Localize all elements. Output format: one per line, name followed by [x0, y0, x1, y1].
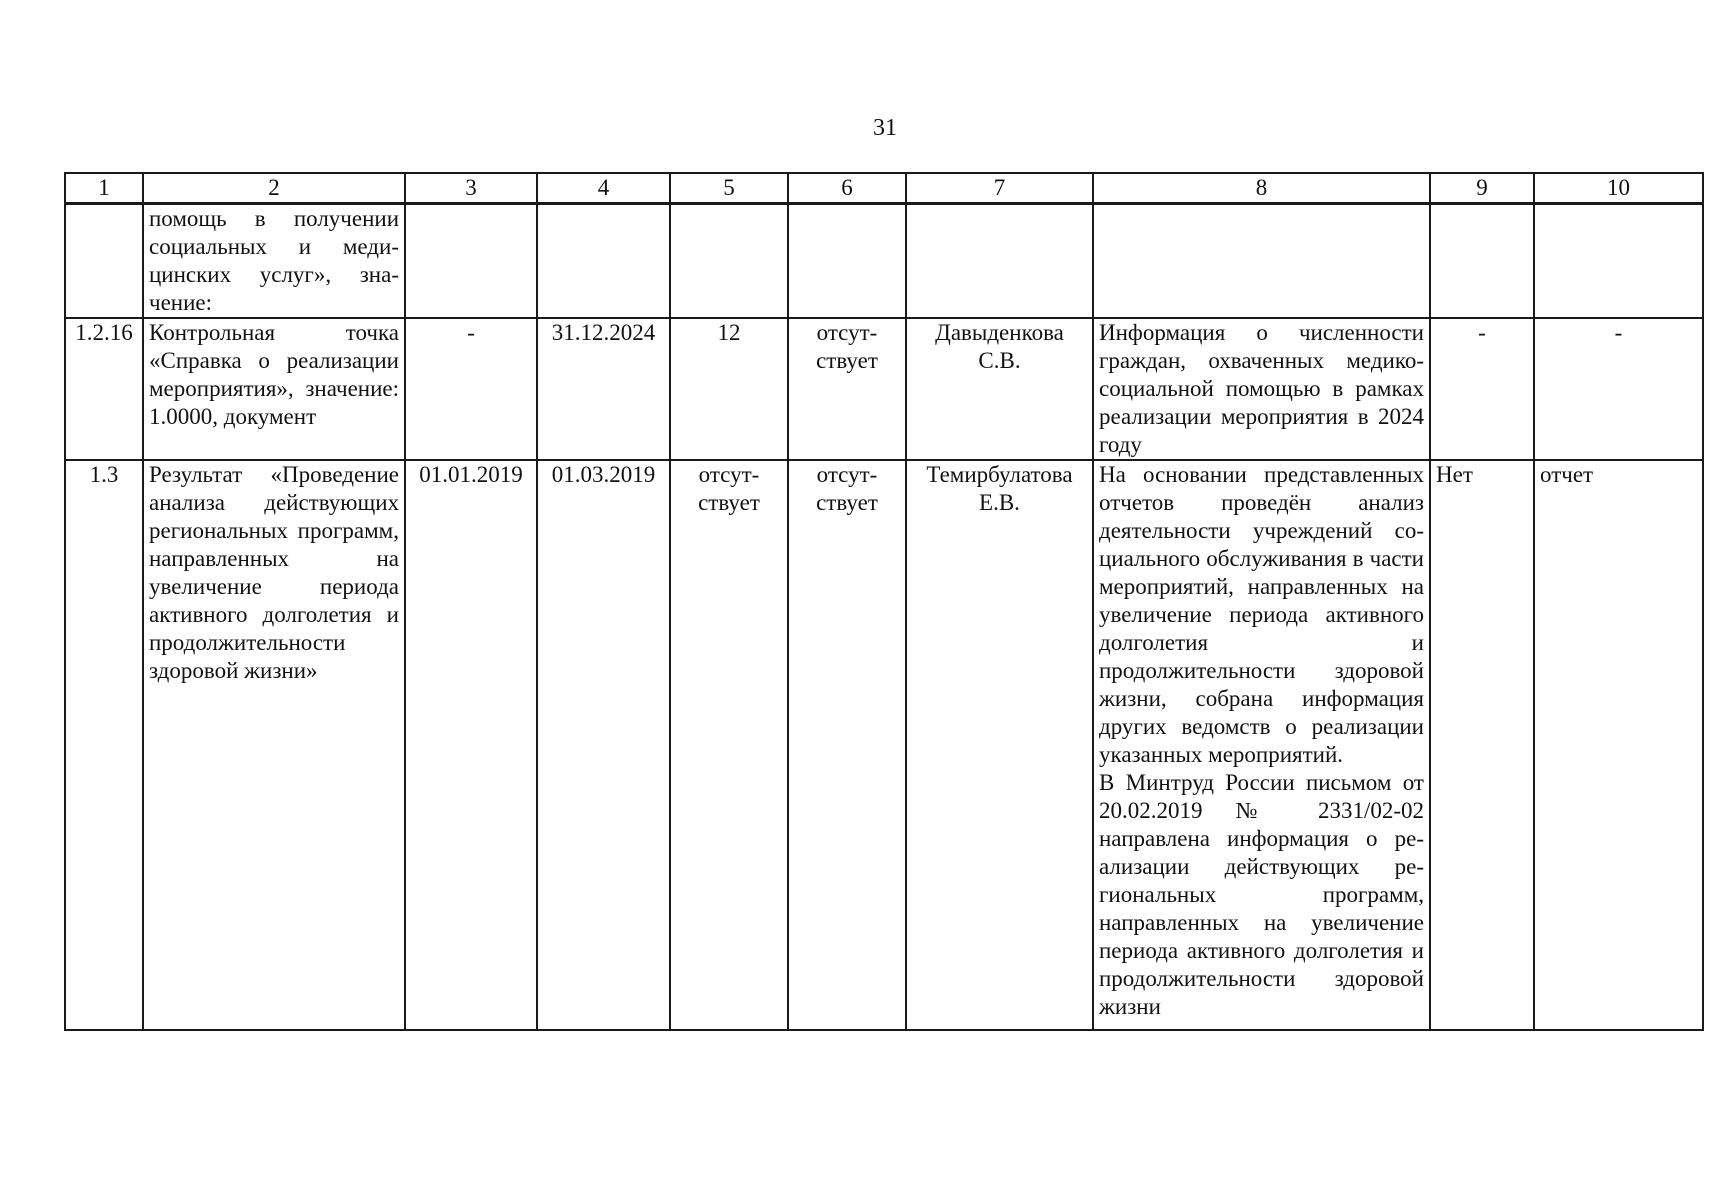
header-cell-5: 5 [670, 173, 788, 204]
header-cell-3: 3 [405, 173, 537, 204]
column-5-cell [670, 204, 788, 319]
row-number-cell: 1.3 [65, 460, 143, 1030]
header-cell-10: 10 [1534, 173, 1703, 204]
header-cell-6: 6 [788, 173, 906, 204]
page-number: 31 [873, 115, 897, 141]
report-table [64, 172, 1704, 1031]
description-cell [1093, 204, 1430, 319]
column-10-cell [1534, 204, 1703, 319]
end-date-cell: 31.12.2024 [537, 318, 670, 460]
header-cell-4: 4 [537, 173, 670, 204]
description-cell [1093, 460, 1430, 1030]
column-5-cell: отсутствует [670, 460, 788, 1030]
column-10-cell: - [1534, 318, 1703, 460]
responsible-cell: Темирбулатова Е.В. [906, 460, 1093, 1030]
column-9-cell: - [1430, 318, 1534, 460]
header-cell-9: 9 [1430, 173, 1534, 204]
item-name-cell: Контрольная точка «Справка о реализации мероприятия», значение: 1.0000, документ [143, 318, 405, 460]
start-date-cell [405, 204, 537, 319]
row-number-cell [65, 204, 143, 319]
header-cell-8: 8 [1093, 173, 1430, 204]
table-row [65, 460, 1703, 1030]
item-name-cell: Результат «Проведение анализа действующих региональных программ, направленных на увеличение периода активного долголетия и продолжительности здоровой жизни» [143, 460, 405, 1030]
row-number-cell: 1.2.16 [65, 318, 143, 460]
column-9-cell [1430, 204, 1534, 319]
column-5-cell: 12 [670, 318, 788, 460]
column-6-cell: отсутствует [788, 460, 906, 1030]
item-name-cell: помощь в получении социальных и медицинских услуг», значение: [143, 204, 405, 319]
end-date-cell: 01.03.2019 [537, 460, 670, 1030]
table-header-row [65, 173, 1703, 204]
column-9-cell: Нет [1430, 460, 1534, 1030]
end-date-cell [537, 204, 670, 319]
table-row [65, 204, 1703, 319]
header-cell-2: 2 [143, 173, 405, 204]
table-row [65, 318, 1703, 460]
column-10-cell: отчет [1534, 460, 1703, 1030]
header-cell-7: 7 [906, 173, 1093, 204]
start-date-cell: 01.01.2019 [405, 460, 537, 1030]
description-paragraph-2: В Минтруд России письмом от 20.02.2019 № 2331/02-02 направлена информация о реализации действующих региональных программ, направленных на увеличение периода активного долголетия и продолжительности здоровой жизни [1099, 770, 1424, 1019]
description-paragraph-1: На основании представленных отчетов проведён анализ деятельности учреждений социального обслуживания в части мероприятий, направленных на увеличение периода активного долголетия и продолжительности здоровой жизни, собрана информация других ведомств о реализации указанных мероприятий. [1099, 462, 1424, 767]
responsible-cell: Давыденкова С.В. [906, 318, 1093, 460]
responsible-cell [906, 204, 1093, 319]
header-cell-1: 1 [65, 173, 143, 204]
column-6-cell [788, 204, 906, 319]
column-6-cell: отсутствует [788, 318, 906, 460]
start-date-cell: - [405, 318, 537, 460]
description-cell: Информация о численности граждан, охваченных медико-социальной помощью в рамках реализации мероприятия в 2024 году [1093, 318, 1430, 460]
